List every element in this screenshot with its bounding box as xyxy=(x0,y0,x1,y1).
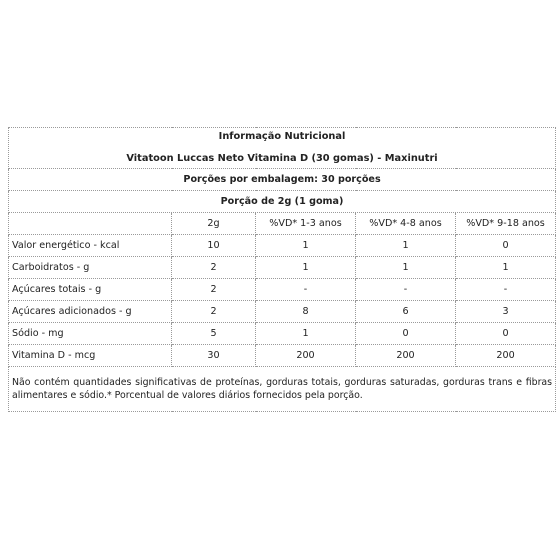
dv-cell: - xyxy=(356,279,456,301)
dv-cell: 0 xyxy=(356,323,456,345)
table-row xyxy=(9,235,556,257)
dv-cell: 200 xyxy=(356,345,456,367)
amount-cell: 30 xyxy=(172,345,256,367)
table-row xyxy=(9,257,556,279)
amount-cell: 2 xyxy=(172,301,256,323)
nutrient-label: Sódio - mg xyxy=(9,323,172,345)
column-header: %VD* 1-3 anos xyxy=(256,213,356,235)
nutrient-label: Açúcares adicionados - g xyxy=(9,301,172,323)
dv-cell: 1 xyxy=(256,323,356,345)
serving-size: Porção de 2g (1 goma) xyxy=(9,191,556,213)
column-header: %VD* 4-8 anos xyxy=(356,213,456,235)
dv-cell: 1 xyxy=(356,235,456,257)
amount-cell: 2 xyxy=(172,257,256,279)
column-header: 2g xyxy=(172,213,256,235)
servings-per-package: Porções por embalagem: 30 porções xyxy=(9,169,556,191)
servings-row xyxy=(9,169,556,191)
dv-cell: 200 xyxy=(256,345,356,367)
amount-cell: 2 xyxy=(172,279,256,301)
nutrition-facts-panel xyxy=(8,127,553,412)
title-row xyxy=(9,128,556,169)
table-title: Informação Nutricional xyxy=(218,131,346,142)
dv-cell: 0 xyxy=(456,235,556,257)
footnote-row xyxy=(9,367,556,412)
nutrient-label: Valor energético - kcal xyxy=(9,235,172,257)
dv-cell: 1 xyxy=(456,257,556,279)
column-header: %VD* 9-18 anos xyxy=(456,213,556,235)
column-header-row xyxy=(9,213,556,235)
dv-cell: 3 xyxy=(456,301,556,323)
dv-cell: 0 xyxy=(456,323,556,345)
table-row xyxy=(9,323,556,345)
dv-cell: 6 xyxy=(356,301,456,323)
nutrient-label: Carboidratos - g xyxy=(9,257,172,279)
dv-cell: 8 xyxy=(256,301,356,323)
amount-cell: 5 xyxy=(172,323,256,345)
nutrition-table xyxy=(8,127,556,412)
title-cell xyxy=(9,128,556,169)
nutrient-label: Açúcares totais - g xyxy=(9,279,172,301)
column-header xyxy=(9,213,172,235)
dv-cell: 1 xyxy=(256,235,356,257)
product-name: Vitatoon Luccas Neto Vitamina D (30 gomas) - Maxinutri xyxy=(126,153,438,164)
dv-cell: - xyxy=(456,279,556,301)
table-row xyxy=(9,345,556,367)
dv-cell: - xyxy=(256,279,356,301)
table-row xyxy=(9,301,556,323)
footnote: Não contém quantidades significativas de proteínas, gorduras totais, gorduras saturadas, gorduras trans e fibras alimentares e sódio.* Porcentual de valores diários fornecidos pela porção. xyxy=(9,367,556,412)
dv-cell: 1 xyxy=(256,257,356,279)
amount-cell: 10 xyxy=(172,235,256,257)
table-row xyxy=(9,279,556,301)
nutrient-label: Vitamina D - mcg xyxy=(9,345,172,367)
dv-cell: 1 xyxy=(356,257,456,279)
serving-size-row xyxy=(9,191,556,213)
dv-cell: 200 xyxy=(456,345,556,367)
